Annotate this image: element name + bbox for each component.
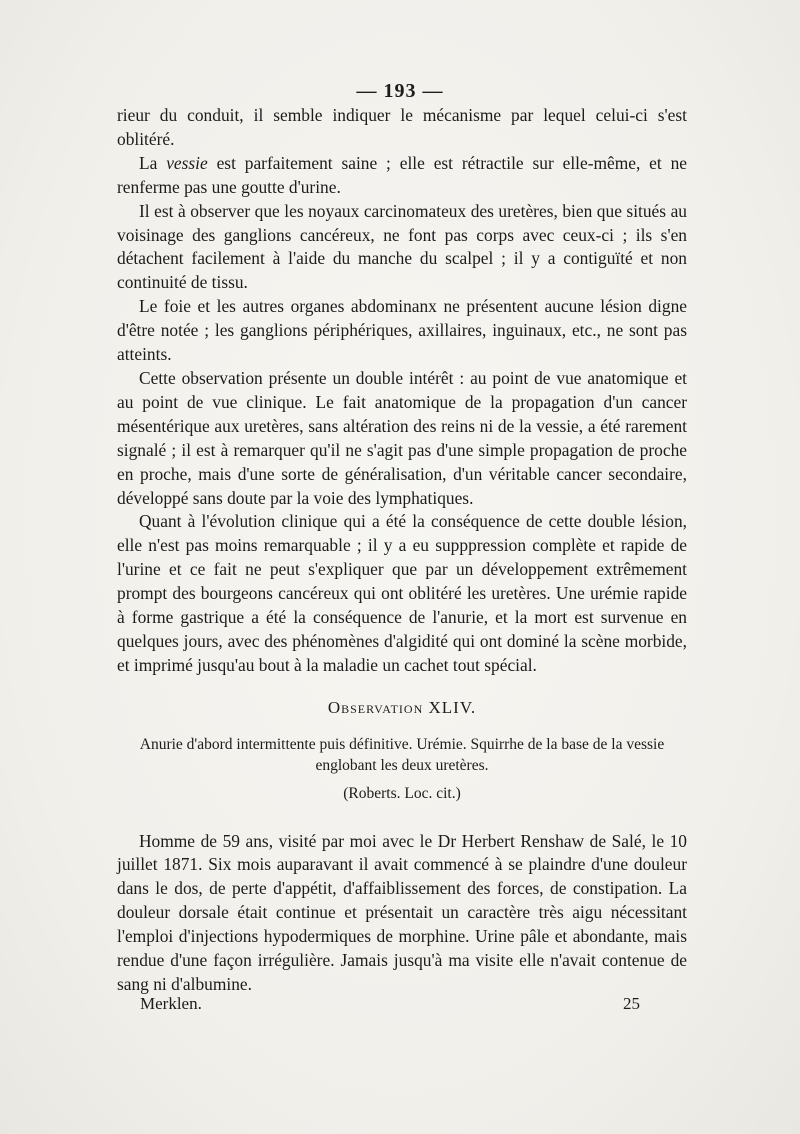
paragraph-vessie: [117, 152, 687, 200]
paragraph-foie: Le foie et les autres organes abdominanx ne présentent aucune lésion digne d'être notée ; les ganglions périphériques, axillaires, inguinaux, etc., ne sont pas atteints.: [117, 296, 687, 365]
page-footer: [140, 994, 640, 1018]
footer-sheet-number: 25: [623, 994, 640, 1013]
observation-source: (Roberts. Loc. cit.): [343, 784, 461, 802]
page-number: — 193 —: [356, 80, 444, 102]
observation-description: Anurie d'abord intermittente puis définitive. Urémie. Squirrhe de la base de la vessie englobant les deux uretères.: [139, 735, 665, 774]
paragraph-interet: Cette observation présente un double intérêt : au point de vue anatomique et au point de vue clinique. Le fait anatomique de la propagation d'un cancer mésentérique aux uretères, sans altération des reins ni de la vessie, a été rarement signalé ; il est à remarquer qu'il ne s'agit pas d'une simple propagation de proche en proche, mais d'une sorte de généralisation, d'un véritable cancer secondaire, développé sans doute par la voie des lymphatiques.: [117, 367, 687, 508]
paragraph-vessie-rest: est parfaitement saine ; elle est rétractile sur elle-même, et ne renferme pas une goutte d'urine.: [117, 152, 687, 197]
paragraph-case-report: Homme de 59 ans, visité par moi avec le Dr Herbert Renshaw de Salé, le 10 juillet 1871. Six mois auparavant il avait commencé à se plaindre d'une douleur dans le dos, de perte d'appétit, d'affaiblissement des forces, de constipation. La douleur dorsale était continue et présentait un caractère très aigu nécessitant l'emploi d'injections hypodermiques de morphine. Urine pâle et abondante, mais rendue d'une façon irrégulière. Jamais jusqu'à ma visite elle n'avait contenue de sang ni d'albumine.: [117, 830, 687, 994]
paragraph-noyaux: Il est à observer que les noyaux carcinomateux des uretères, bien que situés au voisinage des ganglions cancéreux, ne font pas corps avec ceux-ci ; ils s'en détachent facilement à l'aide du manche du scalpel ; il y a contiguïté et non continuité de tissu.: [117, 200, 687, 293]
page-body: [117, 104, 687, 997]
paragraph-evolution: Quant à l'évolution clinique qui a été la conséquence de cette double lésion, elle n'est pas moins remarquable ; il y a eu supppression complète et rapide de l'urine et ce fait ne peut s'expliquer que par un développement extrêmement prompt des bourgeons cancéreux qui ont oblitéré les uretères. Une urémie rapide à forme gastrique a été la conséquence de l'anurie, et la mort est survenue en quelques jours, avec des phénomènes d'algidité qui ont dominé la scène morbide, et imprimé jusqu'au bout à la maladie un cachet tout spécial.: [117, 511, 687, 675]
paragraph-continuation: rieur du conduit, il semble indiquer le mécanisme par lequel celui-ci s'est oblitéré.: [117, 105, 687, 149]
footer-author: Merklen.: [140, 994, 202, 1013]
observation-title: Observation XLIV.: [327, 697, 477, 717]
paragraph-vessie-italic: vessie: [166, 152, 208, 173]
paragraph-vessie-prefix: La: [139, 152, 167, 173]
